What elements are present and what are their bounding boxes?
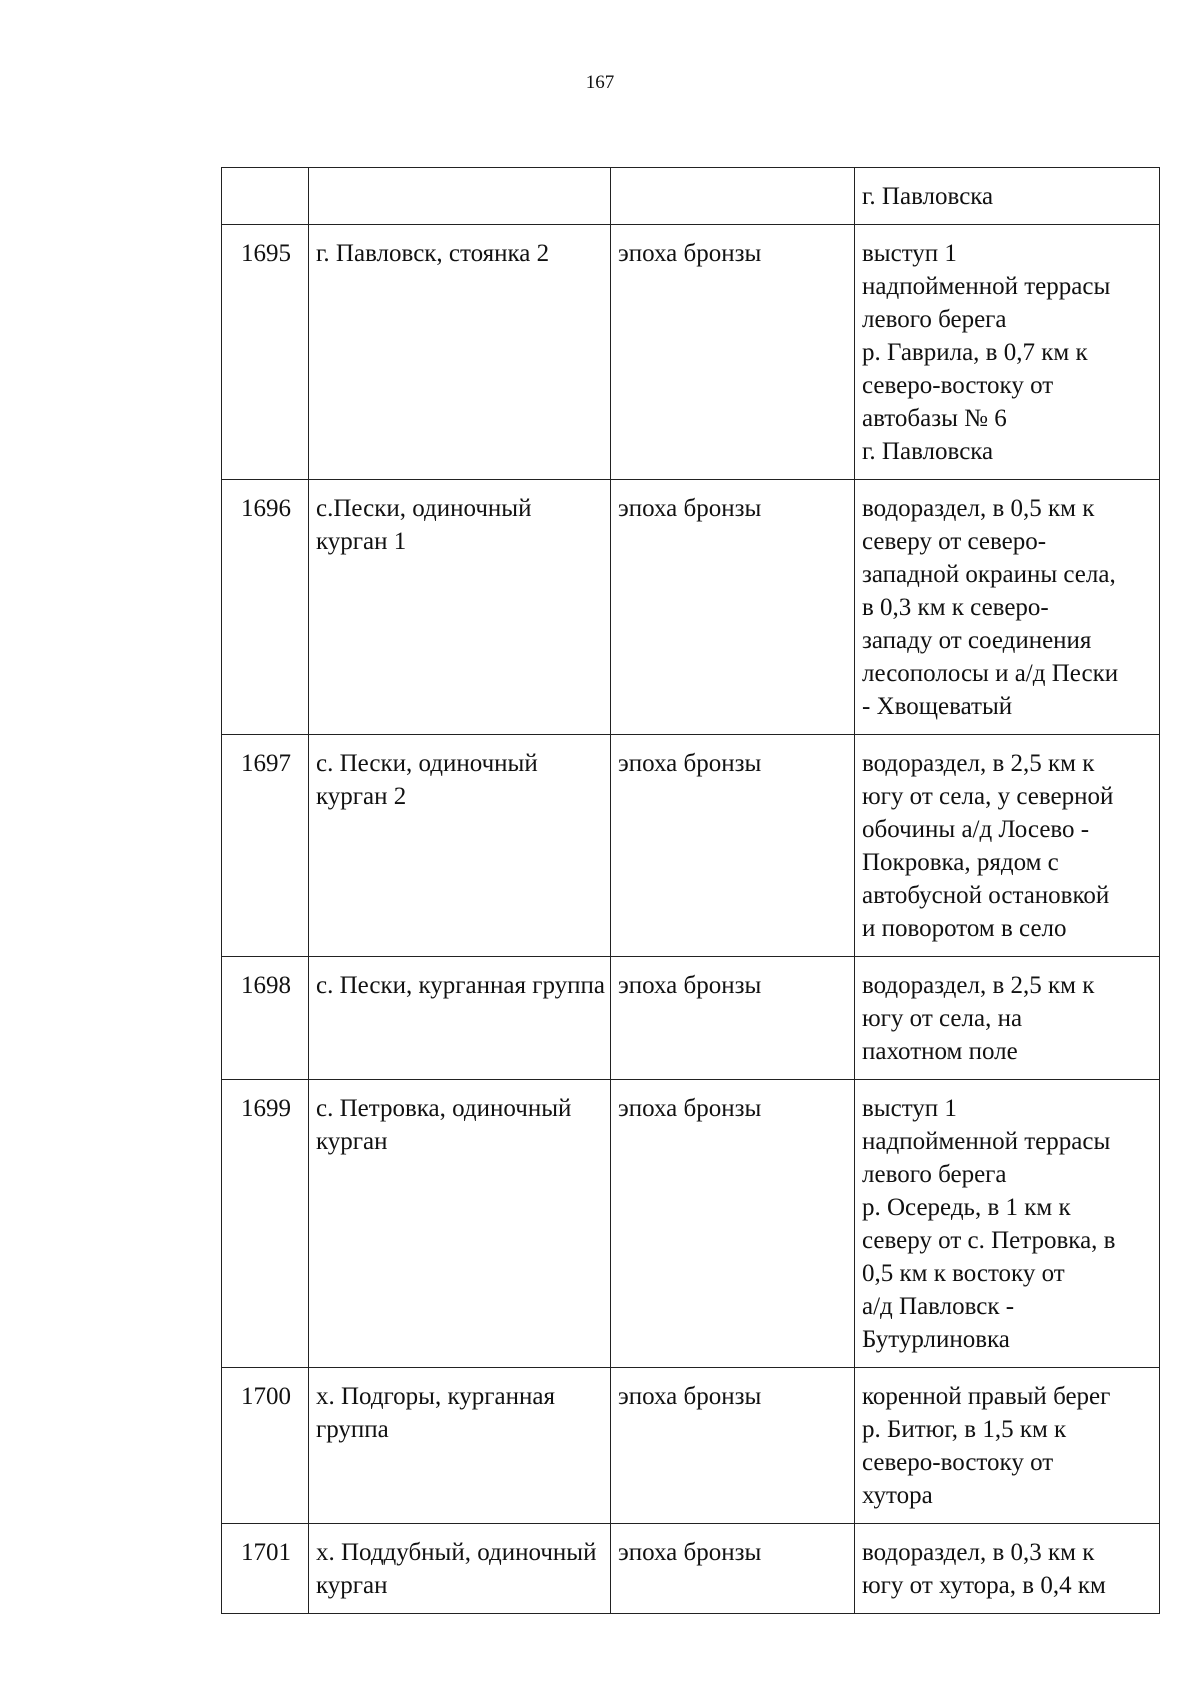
cell-number bbox=[222, 168, 309, 225]
location-line: надпойменной террасы bbox=[862, 1128, 1111, 1155]
location-line: северо-востоку от bbox=[862, 372, 1054, 399]
cell-name: х. Поддубный, одиночный курган bbox=[309, 1524, 611, 1614]
location-line: левого берега bbox=[862, 306, 1007, 333]
table-row bbox=[222, 480, 1160, 735]
location-line: Бутурлиновка bbox=[862, 1326, 1010, 1353]
location-line: водораздел, в 2,5 км к bbox=[862, 750, 1095, 777]
cell-number: 1697 bbox=[222, 735, 309, 957]
cell-number: 1700 bbox=[222, 1368, 309, 1524]
table-row bbox=[222, 1368, 1160, 1524]
location-line: выступ 1 bbox=[862, 240, 957, 267]
cell-period bbox=[611, 168, 855, 225]
location-line: 0,5 км к востоку от bbox=[862, 1260, 1065, 1287]
cell-name: с.Пески, одиночный курган 1 bbox=[309, 480, 611, 735]
cell-name: г. Павловск, стоянка 2 bbox=[309, 225, 611, 480]
location-line: югу от хутора, в 0,4 км bbox=[862, 1572, 1106, 1599]
location-line: северу от с. Петровка, в bbox=[862, 1227, 1116, 1254]
location-line: р. Гаврила, в 0,7 км к bbox=[862, 339, 1088, 366]
location-line: автобазы № 6 bbox=[862, 405, 1007, 432]
cell-period: эпоха бронзы bbox=[611, 480, 855, 735]
location-line: автобусной остановкой bbox=[862, 882, 1110, 909]
location-line: г. Павловска bbox=[862, 438, 994, 465]
location-line: а/д Павловск - bbox=[862, 1293, 1015, 1320]
cell-name: с. Пески, курганная группа bbox=[309, 957, 611, 1080]
location-line: югу от села, у северной bbox=[862, 783, 1114, 810]
cell-name bbox=[309, 168, 611, 225]
cell-period: эпоха бронзы bbox=[611, 1080, 855, 1368]
cell-location bbox=[855, 957, 1160, 1080]
cell-number: 1696 bbox=[222, 480, 309, 735]
table-body bbox=[222, 168, 1160, 1614]
location-line: коренной правый берег bbox=[862, 1383, 1111, 1410]
cell-location bbox=[855, 735, 1160, 957]
monuments-table bbox=[221, 167, 1160, 1614]
location-line: водораздел, в 2,5 км к bbox=[862, 972, 1095, 999]
cell-period: эпоха бронзы bbox=[611, 957, 855, 1080]
cell-name: х. Подгоры, курганная группа bbox=[309, 1368, 611, 1524]
location-line: западу от соединения bbox=[862, 627, 1092, 654]
location-line: г. Павловска bbox=[862, 183, 994, 210]
location-line: хутора bbox=[862, 1482, 933, 1509]
table-row-continued bbox=[222, 168, 1160, 225]
location-line: Покровка, рядом с bbox=[862, 849, 1059, 876]
cell-location bbox=[855, 480, 1160, 735]
cell-name: с. Пески, одиночный курган 2 bbox=[309, 735, 611, 957]
location-line: северо-востоку от bbox=[862, 1449, 1054, 1476]
location-line: северу от северо- bbox=[862, 528, 1047, 555]
location-line: надпойменной террасы bbox=[862, 273, 1111, 300]
cell-number: 1699 bbox=[222, 1080, 309, 1368]
cell-number: 1701 bbox=[222, 1524, 309, 1614]
location-line: р. Осередь, в 1 км к bbox=[862, 1194, 1071, 1221]
location-line: - Хвощеватый bbox=[862, 693, 1013, 720]
cell-name: с. Петровка, одиночный курган bbox=[309, 1080, 611, 1368]
cell-location bbox=[855, 1080, 1160, 1368]
location-line: в 0,3 км к северо- bbox=[862, 594, 1049, 621]
cell-number: 1695 bbox=[222, 225, 309, 480]
location-line: водораздел, в 0,3 км к bbox=[862, 1539, 1095, 1566]
location-line: р. Битюг, в 1,5 км к bbox=[862, 1416, 1067, 1443]
table-row bbox=[222, 957, 1160, 1080]
cell-period: эпоха бронзы bbox=[611, 225, 855, 480]
location-line: пахотном поле bbox=[862, 1038, 1018, 1065]
location-line: лесополосы и а/д Пески bbox=[862, 660, 1119, 687]
cell-number: 1698 bbox=[222, 957, 309, 1080]
table-row bbox=[222, 225, 1160, 480]
location-line: водораздел, в 0,5 км к bbox=[862, 495, 1095, 522]
location-line: левого берега bbox=[862, 1161, 1007, 1188]
page-number: 167 bbox=[585, 72, 615, 93]
location-line: выступ 1 bbox=[862, 1095, 957, 1122]
table-row bbox=[222, 1080, 1160, 1368]
cell-location bbox=[855, 225, 1160, 480]
cell-location bbox=[855, 1524, 1160, 1614]
location-line: и поворотом в село bbox=[862, 915, 1067, 942]
cell-location bbox=[855, 1368, 1160, 1524]
cell-period: эпоха бронзы bbox=[611, 1368, 855, 1524]
cell-period: эпоха бронзы bbox=[611, 735, 855, 957]
location-line: обочины а/д Лосево - bbox=[862, 816, 1090, 843]
table-row bbox=[222, 1524, 1160, 1614]
location-line: югу от села, на bbox=[862, 1005, 1023, 1032]
table-row bbox=[222, 735, 1160, 957]
cell-period: эпоха бронзы bbox=[611, 1524, 855, 1614]
cell-location bbox=[855, 168, 1160, 225]
location-line: западной окраины села, bbox=[862, 561, 1116, 588]
